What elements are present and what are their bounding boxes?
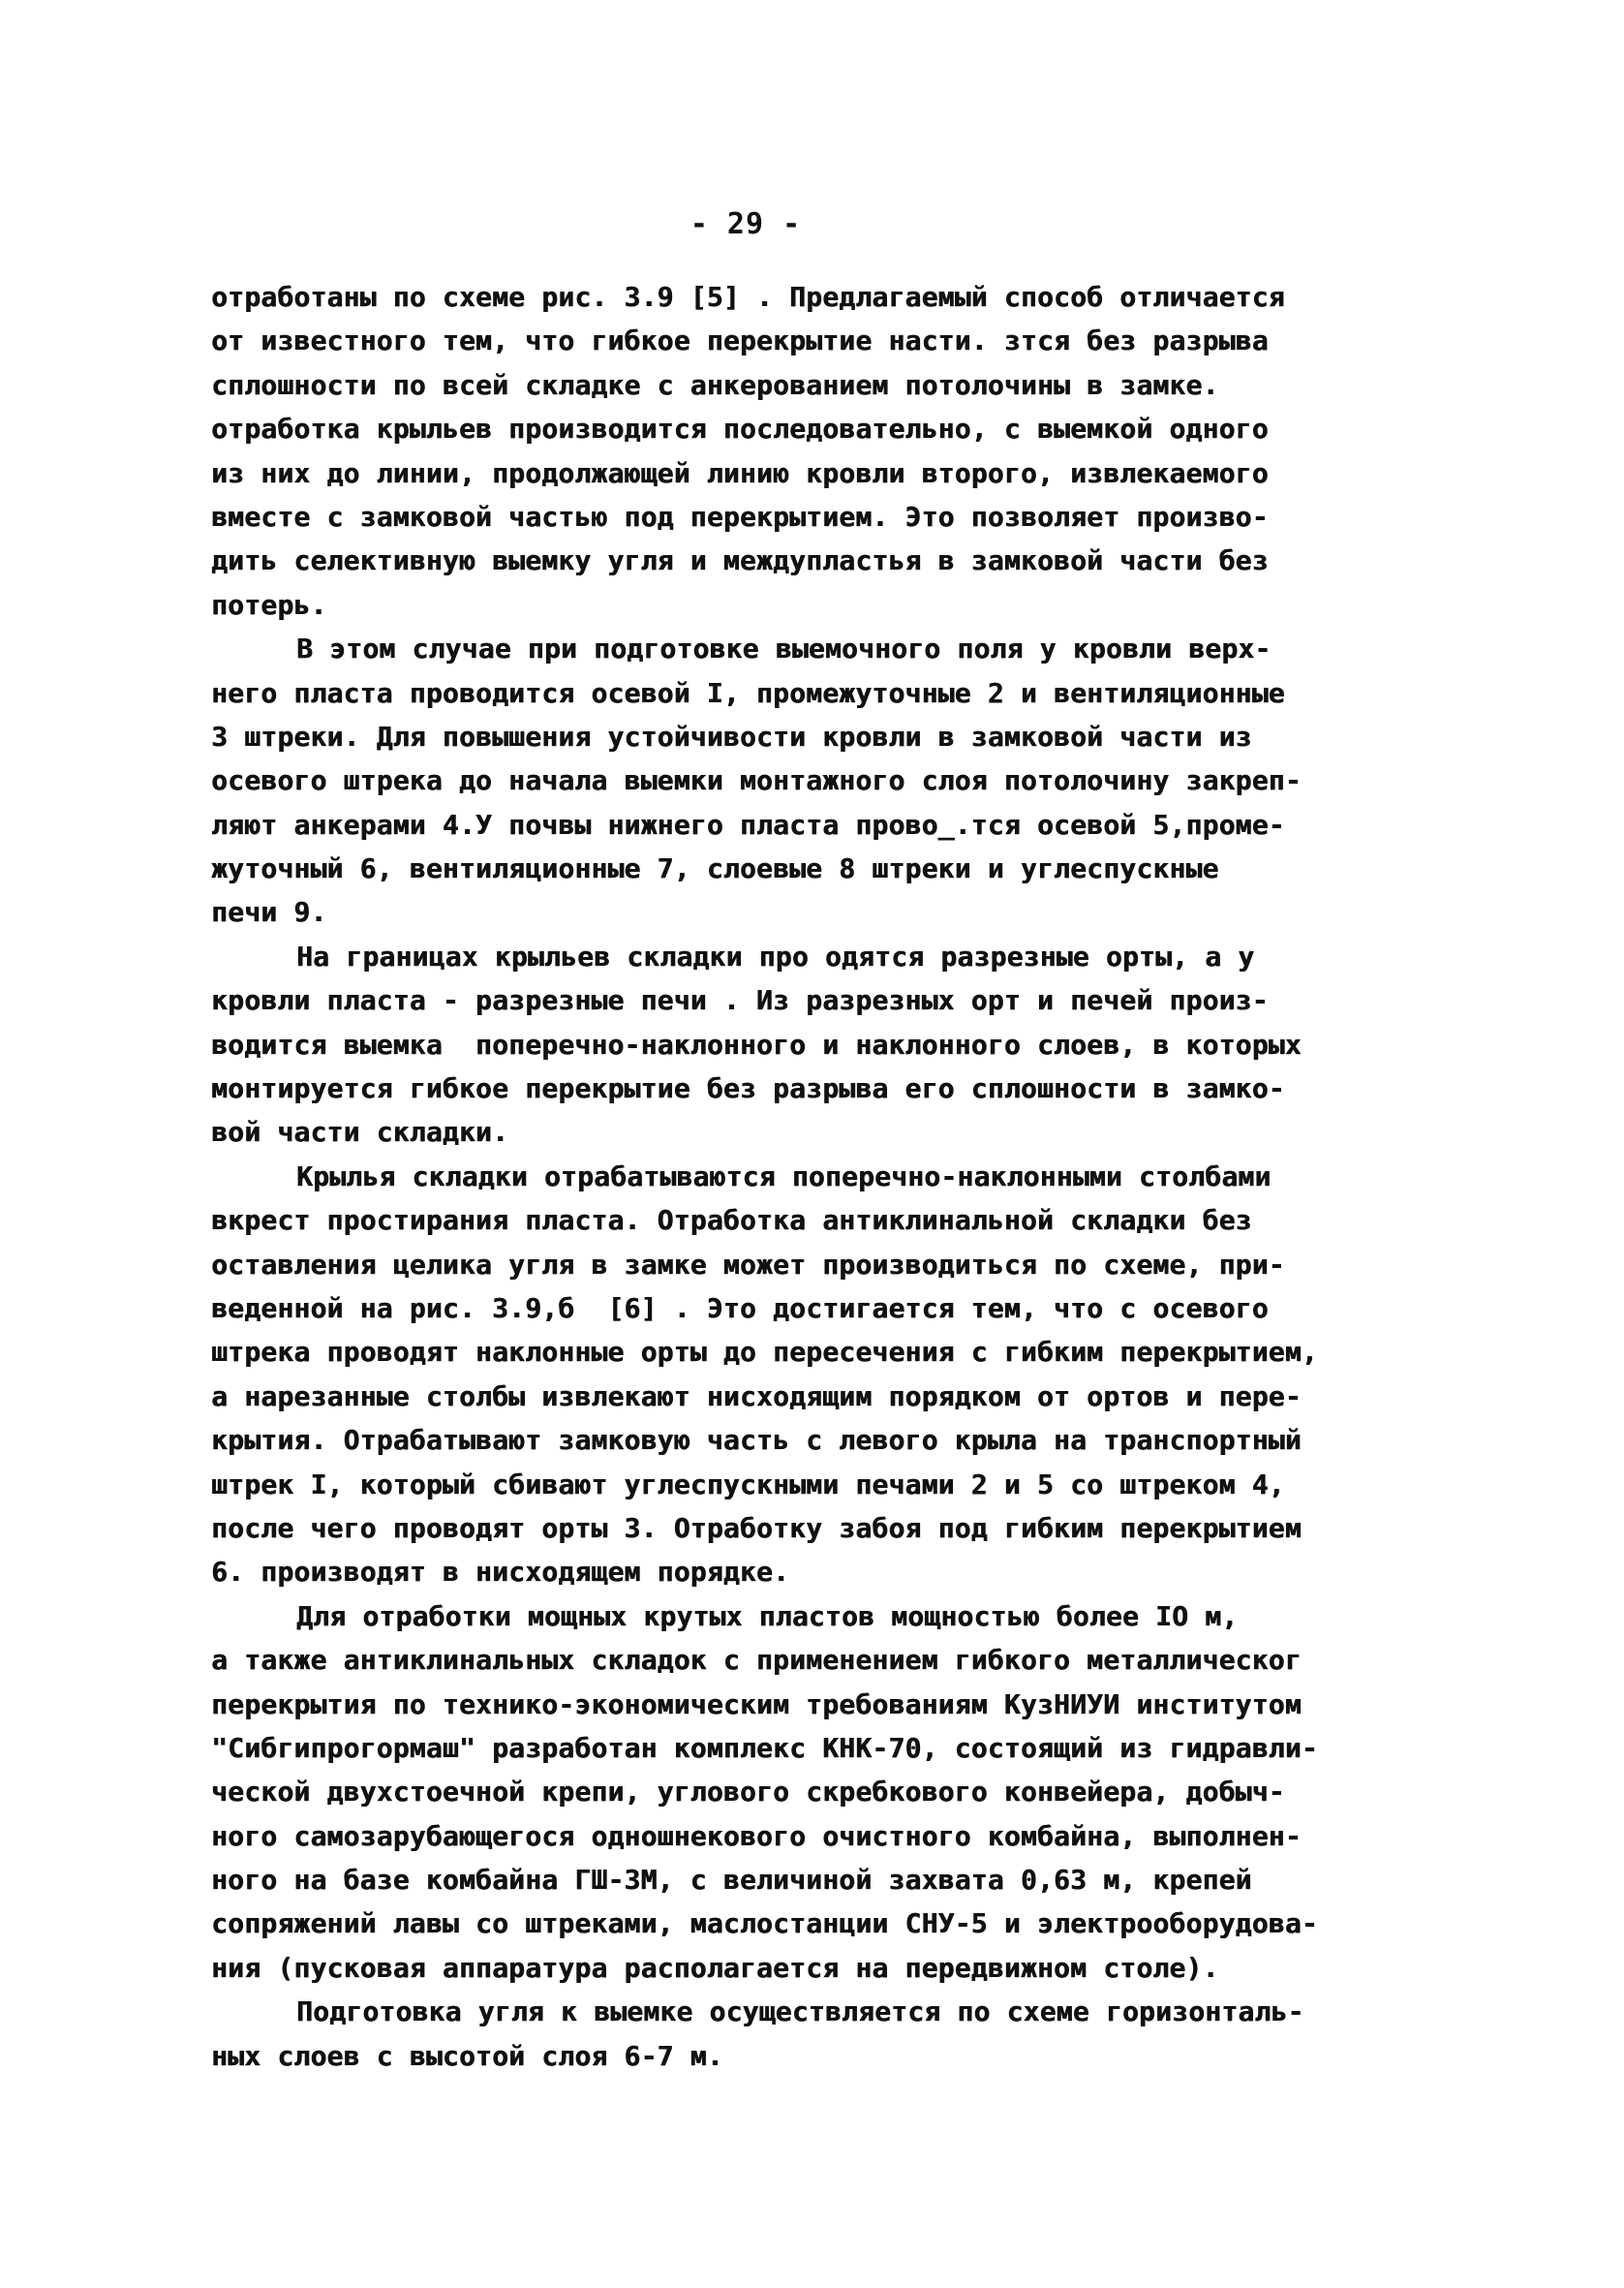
- text-line: отработка крыльев производится последовательно, с выемкой одного: [211, 413, 1269, 446]
- text-line: потерь.: [211, 588, 327, 621]
- text-line: "Сибгипрогормаш" разработан комплекс КНК-70, состоящий из гидравли-: [211, 1731, 1318, 1764]
- text-line: кровли пласта - разрезные печи . Из разрезных орт и печей произ-: [211, 984, 1269, 1017]
- text-line: оставления целика угля в замке может производиться по схеме, при-: [211, 1248, 1285, 1281]
- text-line: ляют анкерами 4.У почвы нижнего пласта прово_.тся осевой 5,проме-: [211, 808, 1285, 841]
- text-line: отработаны по схеме рис. 3.9 [5] . Предлагаемый способ отличается: [211, 281, 1285, 313]
- text-line: На границах крыльев складки про одятся разрезные орты, а у: [296, 940, 1255, 973]
- text-line: водится выемка поперечно-наклонного и наклонного слоев, в которых: [211, 1028, 1302, 1061]
- text-line: штрека проводят наклонные орты до пересечения с гибким перекрытием,: [211, 1336, 1318, 1369]
- text-line: перекрытия по технико-экономическим требованиям КузНИУИ институтом: [211, 1687, 1302, 1720]
- text-line: после чего проводят орты 3. Отработку забоя под гибким перекрытием: [211, 1511, 1302, 1544]
- text-line: него пласта проводится осевой I, промежуточные 2 и вентиляционные: [211, 676, 1285, 709]
- text-line: а нарезанные столбы извлекают нисходящим порядком от ортов и пере-: [211, 1379, 1302, 1412]
- text-line: крытия. Отрабатывают замковую часть с левого крыла на транспортный: [211, 1424, 1302, 1457]
- text-line: от известного тем, что гибкое перекрытие насти. зтся без разрыва: [211, 325, 1269, 357]
- text-line: из них до линии, продолжающей линию кровли второго, извлекаемого: [211, 456, 1269, 489]
- body-text: [211, 275, 1441, 2078]
- text-line: а также антиклинальных складок с применением гибкого металлическог: [211, 1644, 1302, 1677]
- text-line: дить селективную выемку угля и междупластья в замковой части без: [211, 544, 1269, 577]
- text-line: 6. производят в нисходящем порядке.: [211, 1556, 790, 1589]
- text-line: Для отработки мощных крутых пластов мощностью более IO м,: [296, 1599, 1239, 1632]
- text-line: 3 штреки. Для повышения устойчивости кровли в замковой части из: [211, 720, 1252, 753]
- text-line: ного самозарубающегося одношнекового очистного комбайна, выполнен-: [211, 1819, 1302, 1852]
- text-line: ных слоев с высотой слоя 6-7 м.: [211, 2039, 723, 2072]
- text-line: вместе с замковой частью под перекрытием. Это позволяет произво-: [211, 500, 1269, 533]
- text-line: ного на базе комбайна ГШ-3М, с величиной захвата 0,63 м, крепей: [211, 1864, 1252, 1897]
- text-line: веденной на рис. 3.9,б [6] . Это достигается тем, что с осевого: [211, 1291, 1269, 1324]
- text-line: Крылья складки отрабатываются поперечно-наклонными столбами: [296, 1159, 1272, 1192]
- text-line: вкрест простирания пласта. Отработка антиклинальной складки без: [211, 1204, 1252, 1237]
- text-line: вой части складки.: [211, 1116, 509, 1149]
- text-line: печи 9.: [211, 896, 327, 929]
- text-line: штрек I, который сбивают углеспускными печами 2 и 5 со штреком 4,: [211, 1468, 1285, 1500]
- text-line: Подготовка угля к выемке осуществляется по схеме горизонталь-: [296, 1995, 1304, 2028]
- text-line: ния (пусковая аппаратура располагается на передвижном столе).: [211, 1951, 1219, 1984]
- page-number: - 29 -: [689, 207, 802, 241]
- text-line: осевого штрека до начала выемки монтажного слоя потолочину закреп-: [211, 764, 1302, 797]
- text-line: монтируется гибкое перекрытие без разрыва его сплошности в замко-: [211, 1072, 1285, 1105]
- text-line: жуточный 6, вентиляционные 7, слоевые 8 штреки и углеспускные: [211, 852, 1219, 885]
- text-line: сплошности по всей складке с анкерованием потолочины в замке.: [211, 368, 1219, 401]
- text-line: ческой двухстоечной крепи, углового скребкового конвейера, добыч-: [211, 1776, 1285, 1809]
- text-line: В этом случае при подготовке выемочного поля у кровли верх-: [296, 633, 1272, 665]
- text-line: сопряжений лавы со штреками, маслостанции СНУ-5 и электрооборудова-: [211, 1907, 1318, 1940]
